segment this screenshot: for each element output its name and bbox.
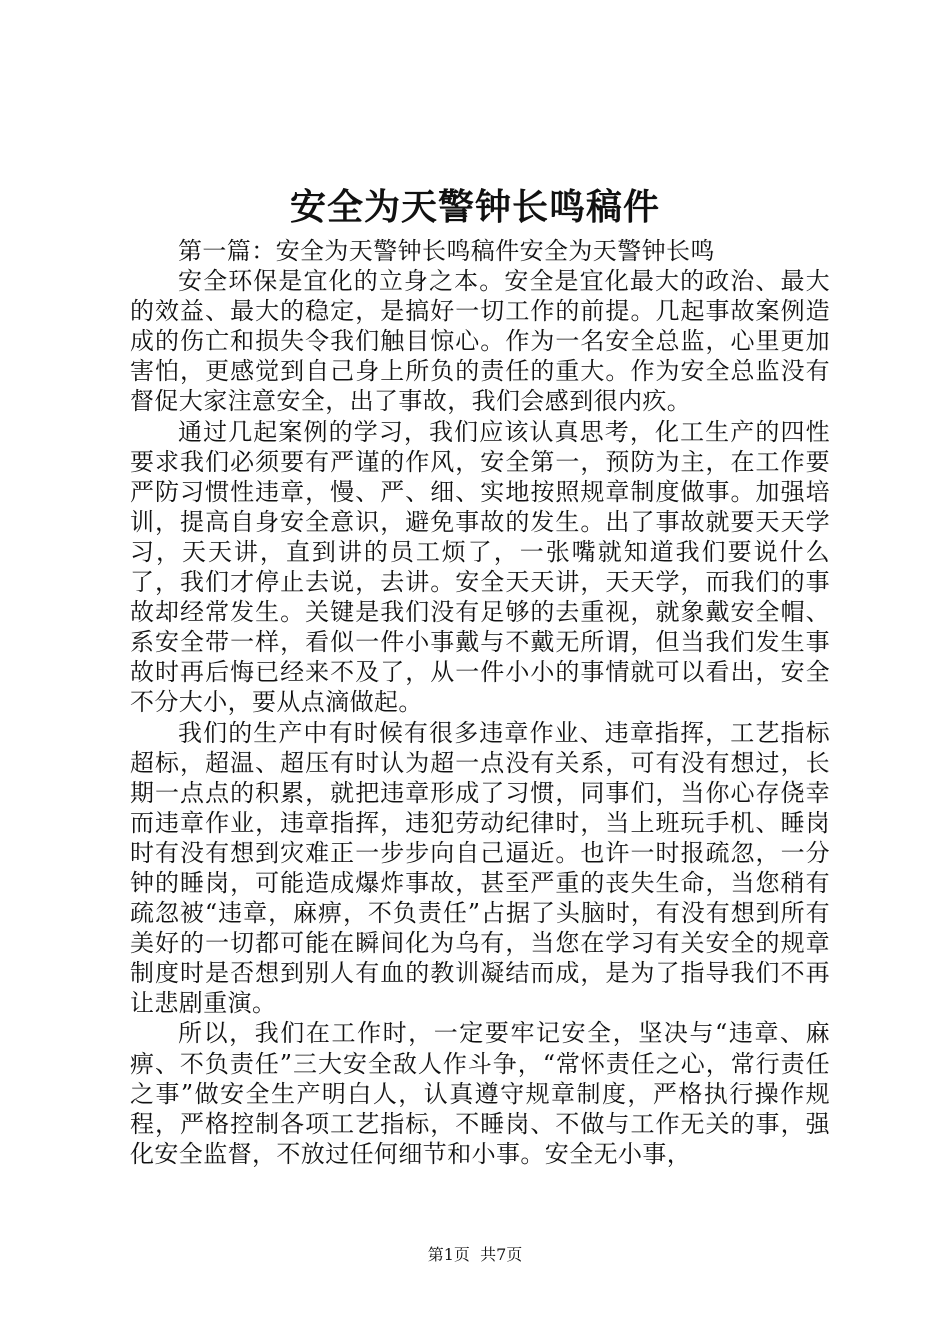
- document-body: [130, 236, 830, 1169]
- paragraph: 通过几起案例的学习，我们应该认真思考，化工生产的四性要求我们必须要有严谨的作风，安全第一，预防为主，在工作要严防习惯性违章，慢、严、细、实地按照规章制度做事。加强培训，提高自身安全意识，避免事故的发生。出了事故就要天天学习，天天讲，直到讲的员工烦了，一张嘴就知道我们要说什么了，我们才停止去说，去讲。安全天天讲，天天学，而我们的事故却经常发生。关键是我们没有足够的去重视，就象戴安全帽、系安全带一样，看似一件小事戴与不戴无所谓，但当我们发生事故时再后悔已经来不及了，从一件小小的事情就可以看出，安全不分大小，要从点滴做起。: [130, 417, 830, 717]
- page-number: 第1页 共7页: [427, 1245, 523, 1264]
- paragraph-heading: 第一篇：安全为天警钟长鸣稿件安全为天警钟长鸣: [178, 237, 715, 265]
- document-title: 安全为天警钟长鸣稿件: [289, 187, 660, 228]
- paragraph: 我们的生产中有时候有很多违章作业、违章指挥，工艺指标超标，超温、超压有时认为超一点没有关系，可有没有想过，长期一点点的积累，就把违章形成了习惯，同事们，当你心存侥幸而违章作业，违章指挥，违犯劳动纪律时，当上班玩手机、睡岗时有没有想到灾难正一步步向自己逼近。也许一时报疏忽，一分钟的睡岗，可能造成爆炸事故，甚至严重的丧失生命，当您稍有疏忽被“违章，麻痹，不负责任”占据了头脑时，有没有想到所有美好的一切都可能在瞬间化为乌有，当您在学习有关安全的规章制度时是否想到别人有血的教训凝结而成，是为了指导我们不再让悲剧重演。: [130, 718, 830, 1018]
- paragraph: 所以，我们在工作时，一定要牢记安全，坚决与“违章、麻痹、不负责任”三大安全敌人作斗争，“常怀责任之心，常行责任之事”做安全生产明白人，认真遵守规章制度，严格执行操作规程，严格控制各项工艺指标，不睡岗、不做与工作无关的事，强化安全监督，不放过任何细节和小事。安全无小事，: [130, 1019, 830, 1168]
- paragraph: 安全环保是宜化的立身之本。安全是宜化最大的政治、最大的效益、最大的稳定，是搞好一切工作的前提。几起事故案例造成的伤亡和损失令我们触目惊心。作为一名安全总监，心里更加害怕，更感觉到自己身上所负的责任的重大。作为安全总监没有督促大家注意安全，出了事故，我们会感到很内疚。: [130, 267, 830, 416]
- page-footer: [0, 1244, 950, 1266]
